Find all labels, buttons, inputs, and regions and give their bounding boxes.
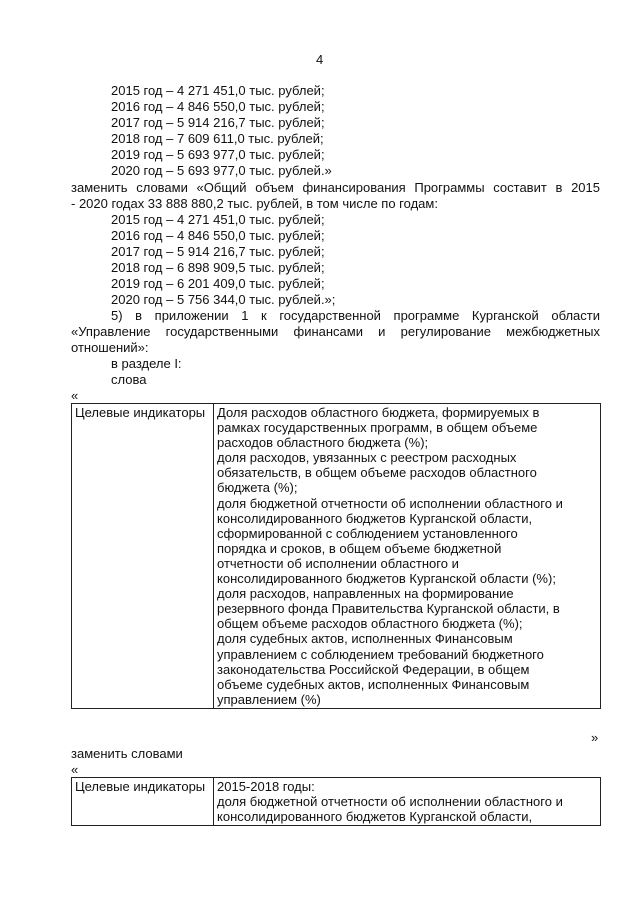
table-line: Доля расходов областного бюджета, формируемых в xyxy=(217,405,540,420)
year-line: 2020 год – 5 693 977,0 тыс. рублей.» xyxy=(111,163,332,178)
section-label: в разделе I: xyxy=(111,356,182,371)
table-content-cell xyxy=(214,404,601,709)
indicators-table-new xyxy=(71,777,601,826)
table-line: расходов областного бюджета (%); xyxy=(217,435,429,451)
table-line: консолидированного бюджетов Курганской области, xyxy=(217,510,533,526)
table-line: объеме судебных актов, исполненных Финансовым xyxy=(217,676,530,692)
replace-paragraph-line: заменить словами «Общий объем финансирования Программы составит в 2015 xyxy=(71,180,600,195)
year-line: 2019 год – 6 201 409,0 тыс. рублей; xyxy=(111,276,325,291)
close-quote: » xyxy=(591,730,599,745)
table-line: порядка и сроков, в общем объеме бюджетной xyxy=(217,540,502,556)
table-label-cell: Целевые индикаторы xyxy=(72,404,214,709)
table-line: бюджета (%); xyxy=(217,480,298,496)
year-line: 2016 год – 4 846 550,0 тыс. рублей; xyxy=(111,228,325,243)
year-line: 2017 год – 5 914 216,7 тыс. рублей; xyxy=(111,115,325,130)
table-line: управлением с соблюдением требований бюджетного xyxy=(217,646,544,662)
indicators-table-old xyxy=(71,403,601,709)
open-quote: « xyxy=(71,762,79,777)
year-line: 2019 год – 5 693 977,0 тыс. рублей; xyxy=(111,147,325,162)
table-content-cell xyxy=(214,778,601,826)
table-line: рамках государственных программ, в общем объеме xyxy=(217,420,538,436)
table-label-cell: Целевые индикаторы xyxy=(72,778,214,826)
year-line: 2018 год – 7 609 611,0 тыс. рублей; xyxy=(111,131,324,146)
replace-paragraph-line: - 2020 годах 33 888 880,2 тыс. рублей, в том числе по годам: xyxy=(71,196,438,211)
table-line: консолидированного бюджетов Курганской области, xyxy=(217,809,533,825)
table-line: резервного фонда Правительства Курганской области, в xyxy=(217,601,560,617)
table-line: общем объеме расходов областного бюджета (%); xyxy=(217,616,523,632)
words-label: слова xyxy=(111,372,147,387)
year-line: 2020 год – 5 756 344,0 тыс. рублей.»; xyxy=(111,292,336,307)
table-line: доля расходов, направленных на формирование xyxy=(217,586,514,602)
page-number: 4 xyxy=(316,52,324,67)
table-line: сформированной с соблюдением установленного xyxy=(217,525,518,541)
year-line: 2015 год – 4 271 451,0 тыс. рублей; xyxy=(111,83,325,98)
year-line: 2016 год – 4 846 550,0 тыс. рублей; xyxy=(111,99,325,114)
table-line: управлением (%) xyxy=(217,691,321,707)
replace-words-label: заменить словами xyxy=(71,746,183,761)
open-quote: « xyxy=(71,388,79,403)
item5-line: «Управление государственными финансами и регулирование межбюджетных xyxy=(71,324,600,339)
year-line: 2018 год – 6 898 909,5 тыс. рублей; xyxy=(111,260,325,275)
table-line: 2015-2018 годы: xyxy=(217,779,315,794)
table-line: доля судебных актов, исполненных Финансовым xyxy=(217,631,513,647)
table-line: законодательства Российской Федерации, в общем xyxy=(217,661,530,677)
item5-line: 5) в приложении 1 к государственной программе Курганской области xyxy=(111,308,600,323)
table-line: доля бюджетной отчетности об исполнении областного и xyxy=(217,495,563,511)
year-line: 2017 год – 5 914 216,7 тыс. рублей; xyxy=(111,244,325,259)
item5-line: отношений»: xyxy=(71,340,149,355)
table-line: отчетности об исполнении областного и xyxy=(217,555,459,571)
table-line: консолидированного бюджетов Курганской области (%); xyxy=(217,571,556,587)
table-line: доля расходов, увязанных с реестром расходных xyxy=(217,450,517,466)
table-line: доля бюджетной отчетности об исполнении областного и xyxy=(217,794,563,810)
year-line: 2015 год – 4 271 451,0 тыс. рублей; xyxy=(111,212,325,227)
table-line: обязательств, в общем объеме расходов областного xyxy=(217,465,537,481)
